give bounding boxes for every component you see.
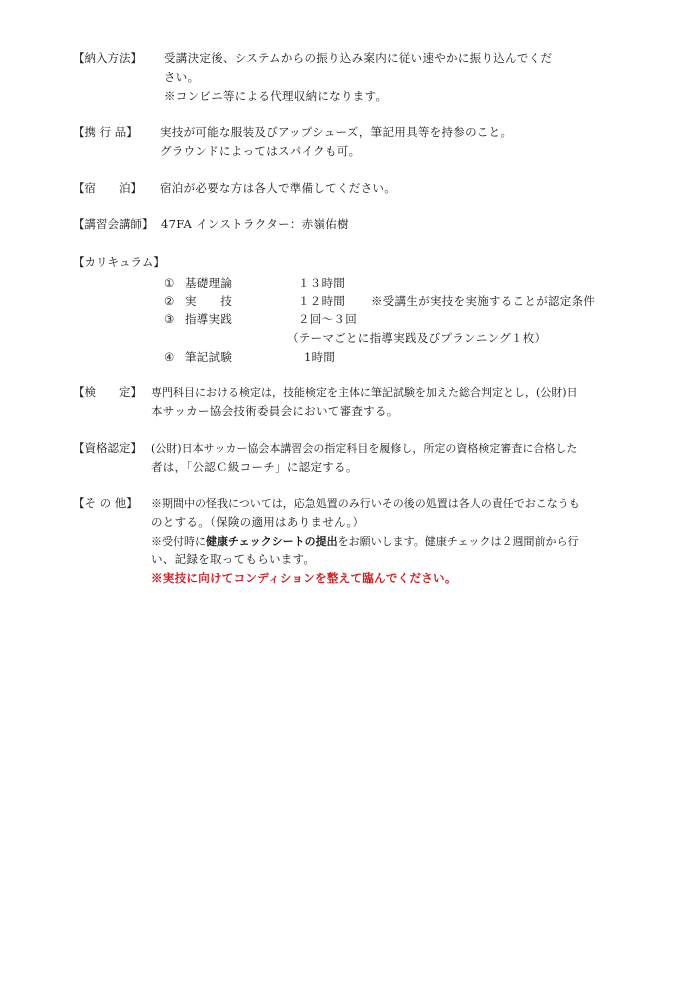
qualification-line-2: 者は，「公認Ｃ級コーチ」に認定する。 [151,460,358,474]
other-line-3 [151,536,578,547]
other-label: 【そ の 他】 [73,496,138,510]
exam-line-2: 本サッカー協会技術委員会において審査する。 [151,404,399,418]
qualification-label: 【資格認定】 [73,441,142,455]
curriculum-row-2-hours: １２時間 [298,294,346,308]
curriculum-row-4-hours: 1時間 [304,350,336,364]
items-label: 【携 行 品】 [73,125,138,139]
curriculum-row-4-name: 筆記試験 [185,350,233,364]
other-line-4: い、記録を取ってもらいます。 [151,552,316,566]
items-line-2: グラウンドによってはスパイクも可。 [160,144,361,158]
curriculum-row-2-note: ※受講生が実技を実施することが認定条件 [371,294,596,308]
payment-line-3: ※コンビニ等による代理収納になります。 [164,89,388,103]
qualification-line-1: (公財)日本サッカー協会本講習会の指定科目を履修し，所定の資格検定審査に合格した [151,442,578,455]
curriculum-row-2-num: ② [164,294,175,308]
curriculum-sub-note: （テーマごとに指導実践及びプランニング１枚） [287,331,547,345]
payment-label: 【納入方法】 [73,51,142,65]
lodging-label: 【宿 泊】 [73,181,142,195]
exam-line-1: 専門科目における検定は，技能検定を主体に筆記試験を加えた総合判定とし，(公財)日 [151,386,578,399]
curriculum-label: 【カリキュラム】 [73,255,165,269]
payment-line-2: さい。 [164,70,200,84]
lodging-line-1: 宿泊が必要な方は各人で準備してください。 [160,181,396,195]
curriculum-row-2-name: 実 技 [185,294,233,308]
exam-label: 【検 定】 [73,385,142,399]
other-line-1: ※期間中の怪我については，応急処置のみ行いその後の処置は各人の責任でおこなうも [151,497,580,510]
other-line-5-warning: ※実技に向けてコンディションを整えて臨んでください。 [151,571,457,585]
health-check-sheet-emphasis: 健康チェックシートの提出 [206,535,338,548]
curriculum-row-1-num: ① [164,276,175,290]
curriculum-row-3-name: 指導実践 [185,312,233,326]
instructor-line-1: 47FA インストラクター：赤嶺佑樹 [161,217,349,231]
curriculum-row-3-num: ③ [164,312,175,326]
curriculum-row-1-name: 基礎理論 [185,276,233,290]
items-line-1: 実技が可能な服装及びアップシューズ，筆記用具等を持参のこと。 [160,125,513,139]
curriculum-row-1-hours: １３時間 [298,276,346,290]
other-line-3-post: をお願いします。健康チェックは２週間前から行 [337,535,579,548]
curriculum-row-4-num: ④ [164,350,175,364]
other-line-2: のとする。（保険の適用はありません。） [151,515,365,529]
other-line-3-pre: ※受付時に [151,535,206,548]
curriculum-row-3-hours: ２回～３回 [298,312,357,326]
instructor-label: 【講習会講師】 [73,217,154,231]
payment-line-1: 受講決定後、システムからの振り込み案内に従い速やかに振り込んでくだ [164,51,553,65]
